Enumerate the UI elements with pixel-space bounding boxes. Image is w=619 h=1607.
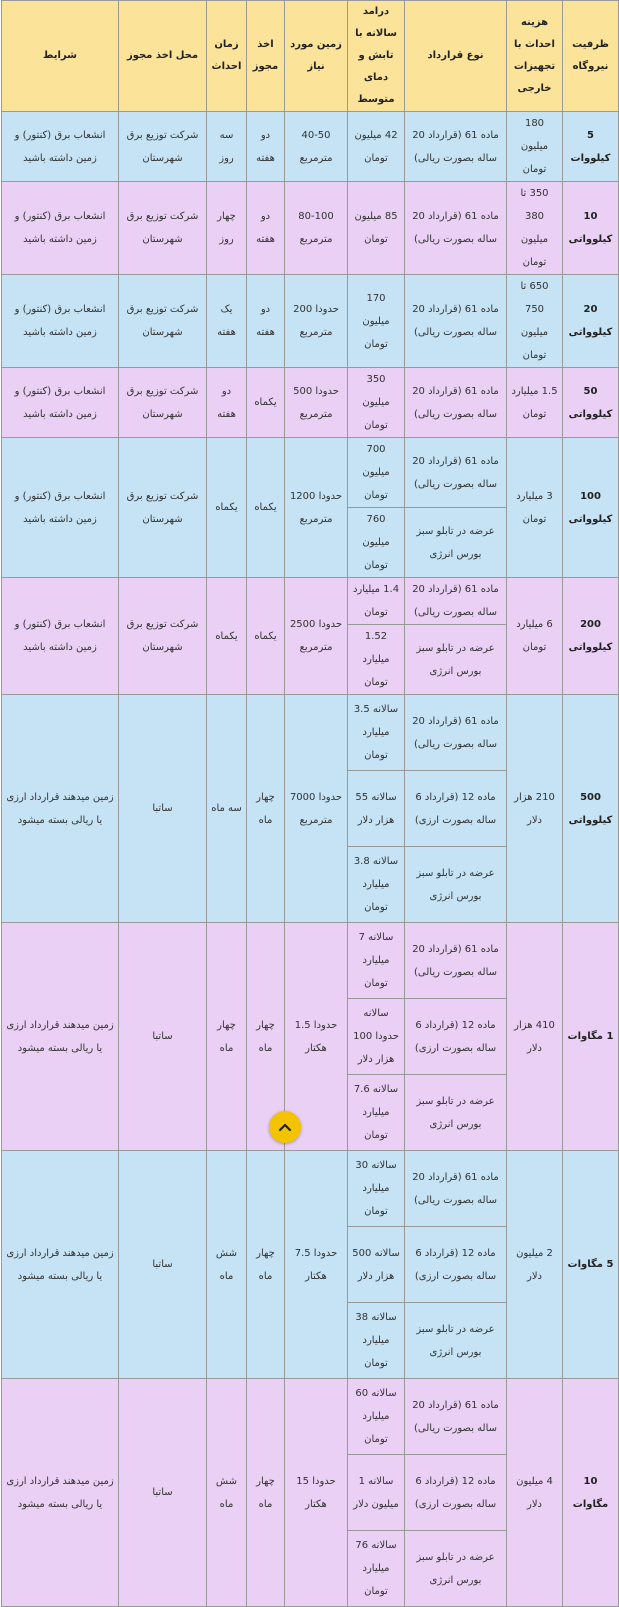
land-cell: 80-100 مترمربع: [285, 182, 348, 275]
capacity-cell: 20 کیلوواتی: [563, 275, 619, 368]
contract-cell: ماده 61 (قرارداد 20 ساله بصورت ریالی): [405, 438, 507, 508]
land-cell: حدودا 7000 مترمربع: [285, 695, 348, 923]
header-conditions: شرایط: [2, 1, 119, 112]
header-contract: نوع قرارداد: [405, 1, 507, 112]
permit-time-cell: چهار ماه: [247, 923, 285, 1151]
header-cost: هزینه احداث با تجهیزات خارجی: [507, 1, 563, 112]
contract-cell: ماده 61 (قرارداد 20 ساله بصورت ریالی): [405, 578, 507, 625]
permit-time-cell: دو هفته: [247, 112, 285, 182]
capacity-cell: 5 کیلووات: [563, 112, 619, 182]
permit-time-cell: دو هفته: [247, 275, 285, 368]
conditions-cell: زمین میدهند قرارداد ارزی یا ریالی بسته میشود: [2, 695, 119, 923]
income-cell: سالانه 30 میلیارد تومان: [348, 1151, 405, 1227]
conditions-cell: انشعاب برق (کنتور) و زمین داشته باشید: [2, 182, 119, 275]
table-row: [2, 1151, 619, 1227]
capacity-cell: 5 مگاوات: [563, 1151, 619, 1379]
permit-time-cell: چهار ماه: [247, 1151, 285, 1379]
capacity-cell: 1 مگاوات: [563, 923, 619, 1151]
permit-time-cell: یکماه: [247, 438, 285, 578]
contract-cell: ماده 61 (قرارداد 20 ساله بصورت ریالی): [405, 112, 507, 182]
income-cell: سالانه 7.6 میلیارد تومان: [348, 1075, 405, 1151]
permit-place-cell: شرکت توزیع برق شهرستان: [119, 112, 207, 182]
cost-cell: 210 هزار دلار: [507, 695, 563, 923]
income-cell: 700 میلیون تومان: [348, 438, 405, 508]
contract-cell: ماده 61 (قرارداد 20 ساله بصورت ریالی): [405, 923, 507, 999]
build-time-cell: سه ماه: [207, 695, 247, 923]
permit-place-cell: ساتبا: [119, 1379, 207, 1607]
income-cell: 760 میلیون تومان: [348, 508, 405, 578]
build-time-cell: چهار ماه: [207, 923, 247, 1151]
capacity-cell: 10 کیلوواتی: [563, 182, 619, 275]
contract-cell: ماده 61 (قرارداد 20 ساله بصورت ریالی): [405, 695, 507, 771]
permit-place-cell: شرکت توزیع برق شهرستان: [119, 438, 207, 578]
income-cell: 42 میلیون تومان: [348, 112, 405, 182]
income-cell: 85 میلیون تومان: [348, 182, 405, 275]
permit-time-cell: یکماه: [247, 578, 285, 695]
land-cell: حدودا 7.5 هکتار: [285, 1151, 348, 1379]
cost-cell: 650 تا 750 میلیون تومان: [507, 275, 563, 368]
header-capacity: ظرفیت نیروگاه: [563, 1, 619, 112]
header-income: درامد سالانه با تابش و دمای متوسط: [348, 1, 405, 112]
contract-cell: عرضه در تابلو سبز بورس انرژی: [405, 1075, 507, 1151]
contract-cell: ماده 12 (قرارداد 6 ساله بصورت ارزی): [405, 1227, 507, 1303]
conditions-cell: انشعاب برق (کنتور) و زمین داشته باشید: [2, 368, 119, 438]
conditions-cell: زمین میدهند قرارداد ارزی یا ریالی بسته میشود: [2, 923, 119, 1151]
cost-cell: 6 میلیارد تومان: [507, 578, 563, 695]
contract-cell: عرضه در تابلو سبز بورس انرژی: [405, 508, 507, 578]
contract-cell: عرضه در تابلو سبز بورس انرژی: [405, 625, 507, 695]
permit-place-cell: شرکت توزیع برق شهرستان: [119, 368, 207, 438]
cost-cell: 2 میلیون دلار: [507, 1151, 563, 1379]
permit-place-cell: شرکت توزیع برق شهرستان: [119, 275, 207, 368]
build-time-cell: یکماه: [207, 578, 247, 695]
build-time-cell: یکماه: [207, 438, 247, 578]
table-row: [2, 275, 619, 368]
land-cell: حدودا 500 مترمربع: [285, 368, 348, 438]
cost-cell: 180 میلیون تومان: [507, 112, 563, 182]
cost-cell: 1.5 میلیارد تومان: [507, 368, 563, 438]
header-permit-time: اخذ مجوز: [247, 1, 285, 112]
contract-cell: ماده 61 (قرارداد 20 ساله بصورت ریالی): [405, 182, 507, 275]
header-land: زمین مورد نیاز: [285, 1, 348, 112]
capacity-cell: 50 کیلوواتی: [563, 368, 619, 438]
cost-cell: 350 تا 380 میلیون تومان: [507, 182, 563, 275]
income-cell: سالانه 60 میلیارد تومان: [348, 1379, 405, 1455]
income-cell: سالانه حدودا 100 هزار دلار: [348, 999, 405, 1075]
chevron-up-icon: [277, 1119, 293, 1135]
contract-cell: عرضه در تابلو سبز بورس انرژی: [405, 847, 507, 923]
conditions-cell: انشعاب برق (کنتور) و زمین داشته باشید: [2, 275, 119, 368]
build-time-cell: یک هفته: [207, 275, 247, 368]
permit-place-cell: ساتبا: [119, 695, 207, 923]
build-time-cell: سه روز: [207, 112, 247, 182]
income-cell: 1.4 میلیارد تومان: [348, 578, 405, 625]
table-row: [2, 182, 619, 275]
contract-cell: ماده 61 (قرارداد 20 ساله بصورت ریالی): [405, 1379, 507, 1455]
income-cell: سالانه 76 میلیارد تومان: [348, 1531, 405, 1607]
cost-cell: 410 هزار دلار: [507, 923, 563, 1151]
contract-cell: ماده 12 (قرارداد 6 ساله بصورت ارزی): [405, 1455, 507, 1531]
capacity-cell: 10 مگاوات: [563, 1379, 619, 1607]
scroll-to-top-button[interactable]: [269, 1111, 301, 1143]
capacity-cell: 100 کیلوواتی: [563, 438, 619, 578]
table-row: [2, 1379, 619, 1455]
conditions-cell: انشعاب برق (کنتور) و زمین داشته باشید: [2, 112, 119, 182]
header-build-time: زمان احداث: [207, 1, 247, 112]
table-row: [2, 578, 619, 625]
capacity-cell: 200 کیلوواتی: [563, 578, 619, 695]
income-cell: 350 میلیون تومان: [348, 368, 405, 438]
income-cell: سالانه 3.8 میلیارد تومان: [348, 847, 405, 923]
permit-time-cell: چهار ماه: [247, 1379, 285, 1607]
permit-time-cell: دو هفته: [247, 182, 285, 275]
contract-cell: ماده 12 (قرارداد 6 ساله بصورت ارزی): [405, 999, 507, 1075]
contract-cell: ماده 12 (قرارداد 6 ساله بصورت ارزی): [405, 771, 507, 847]
conditions-cell: انشعاب برق (کنتور) و زمین داشته باشید: [2, 578, 119, 695]
table-row: [2, 695, 619, 771]
permit-time-cell: چهار ماه: [247, 695, 285, 923]
pricing-table: [1, 0, 619, 1607]
table-row: [2, 368, 619, 438]
capacity-cell: 500 کیلوواتی: [563, 695, 619, 923]
contract-cell: ماده 61 (قرارداد 20 ساله بصورت ریالی): [405, 275, 507, 368]
table-row: [2, 438, 619, 508]
income-cell: سالانه 38 میلیارد تومان: [348, 1303, 405, 1379]
land-cell: حدودا 200 مترمربع: [285, 275, 348, 368]
income-cell: سالانه 1 میلیون دلار: [348, 1455, 405, 1531]
contract-cell: عرضه در تابلو سبز بورس انرژی: [405, 1303, 507, 1379]
conditions-cell: زمین میدهند قرارداد ارزی یا ریالی بسته میشود: [2, 1151, 119, 1379]
permit-place-cell: شرکت توزیع برق شهرستان: [119, 578, 207, 695]
land-cell: حدودا 15 هکتار: [285, 1379, 348, 1607]
permit-time-cell: یکماه: [247, 368, 285, 438]
header-permit-place: محل اخذ مجوز: [119, 1, 207, 112]
permit-place-cell: ساتبا: [119, 923, 207, 1151]
permit-place-cell: شرکت توزیع برق شهرستان: [119, 182, 207, 275]
table-row: [2, 112, 619, 182]
build-time-cell: شش ماه: [207, 1379, 247, 1607]
income-cell: 170 میلیون تومان: [348, 275, 405, 368]
cost-cell: 4 میلیون دلار: [507, 1379, 563, 1607]
build-time-cell: چهار روز: [207, 182, 247, 275]
land-cell: حدودا 2500 مترمربع: [285, 578, 348, 695]
cost-cell: 3 میلیارد تومان: [507, 438, 563, 578]
conditions-cell: زمین میدهند قرارداد ارزی یا ریالی بسته میشود: [2, 1379, 119, 1607]
land-cell: 40-50 مترمربع: [285, 112, 348, 182]
income-cell: 1.52 میلیارد تومان: [348, 625, 405, 695]
permit-place-cell: ساتبا: [119, 1151, 207, 1379]
build-time-cell: شش ماه: [207, 1151, 247, 1379]
contract-cell: ماده 61 (قرارداد 20 ساله بصورت ریالی): [405, 368, 507, 438]
table-row: [2, 923, 619, 999]
contract-cell: عرضه در تابلو سبز بورس انرژی: [405, 1531, 507, 1607]
land-cell: حدودا 1.5 هکتار: [285, 923, 348, 1151]
build-time-cell: دو هفته: [207, 368, 247, 438]
income-cell: سالانه 55 هزار دلار: [348, 771, 405, 847]
income-cell: سالانه 500 هزار دلار: [348, 1227, 405, 1303]
income-cell: سالانه 3.5 میلیارد تومان: [348, 695, 405, 771]
conditions-cell: انشعاب برق (کنتور) و زمین داشته باشید: [2, 438, 119, 578]
income-cell: سالانه 7 میلیارد تومان: [348, 923, 405, 999]
land-cell: حدودا 1200 مترمربع: [285, 438, 348, 578]
contract-cell: ماده 61 (قرارداد 20 ساله بصورت ریالی): [405, 1151, 507, 1227]
